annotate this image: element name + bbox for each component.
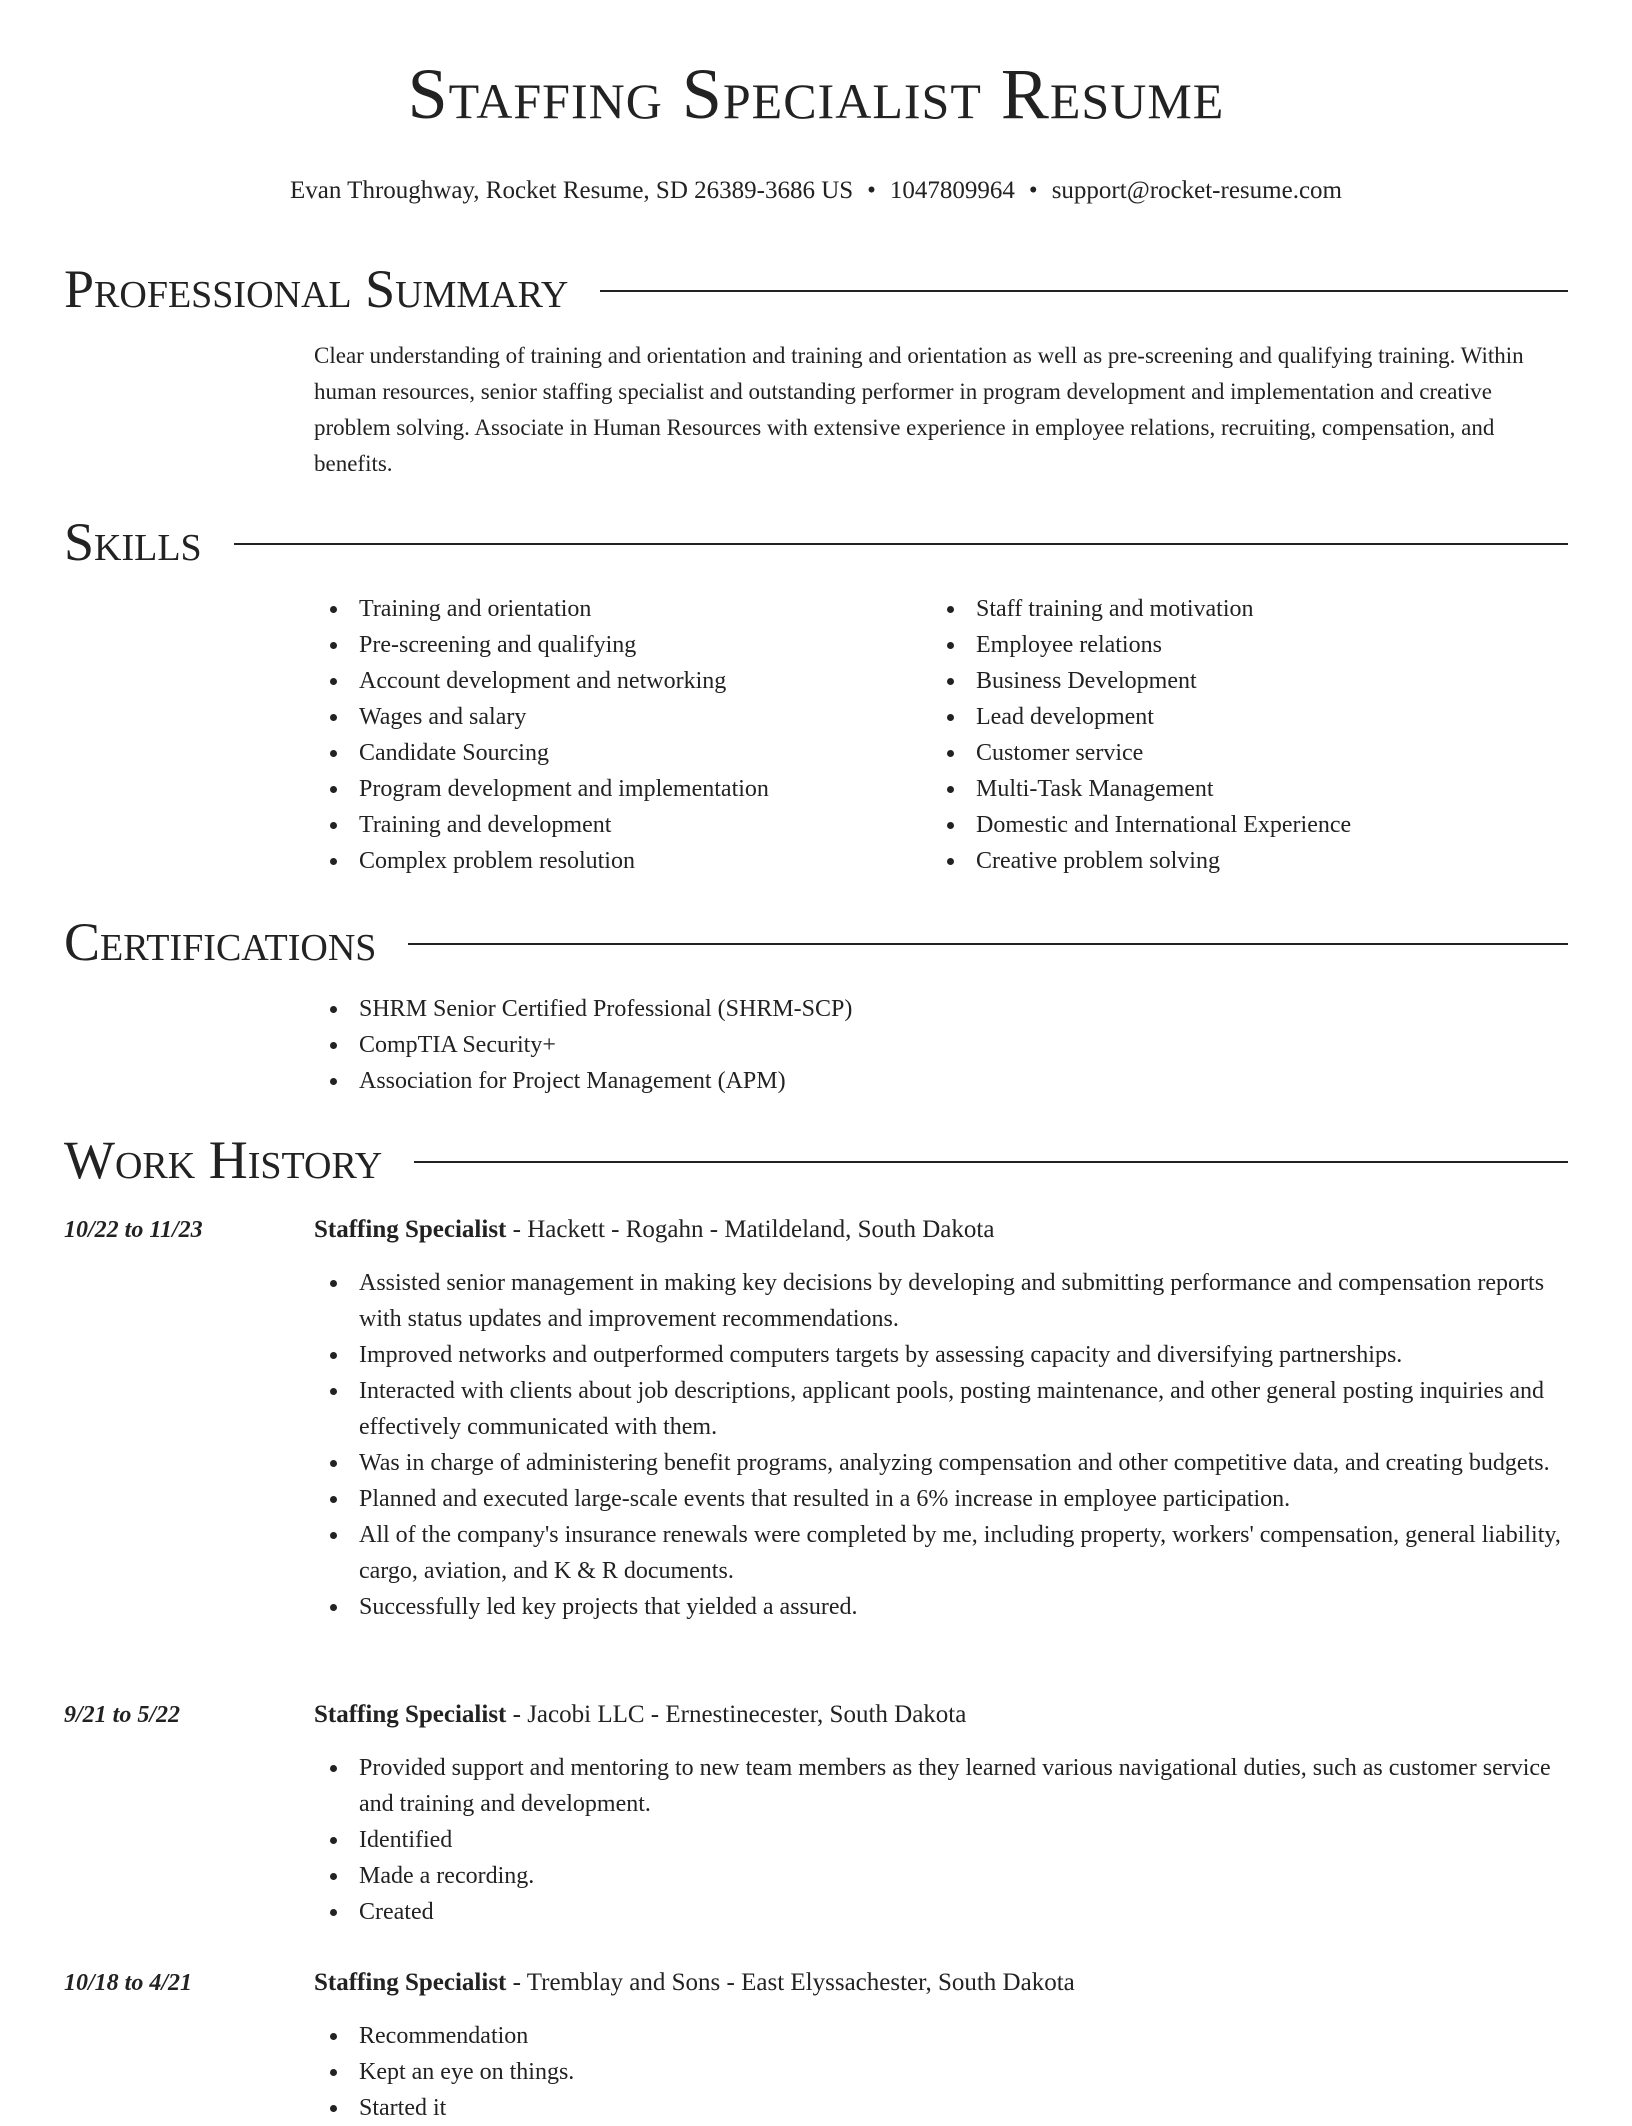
certification-item: CompTIA Security+ [314,1027,1314,1063]
skill-item: Candidate Sourcing [314,735,914,771]
work-history-section-heading [64,1130,1568,1190]
job-duty: Kept an eye on things. [314,2054,1568,2090]
job-duty: Provided support and mentoring to new team members as they learned various navigational duties, such as customer service and training and development. [314,1750,1568,1822]
section-divider [600,290,1568,292]
skills-heading: Skills [64,512,202,572]
certification-item: Association for Project Management (APM) [314,1063,1314,1099]
job-employer: - Hackett - Rogahn - Matildeland, South Dakota [506,1216,995,1243]
contact-phone: 1047809964 [889,177,1015,204]
skills-list-left [314,591,914,879]
skill-item: Complex problem resolution [314,843,914,879]
job-heading [314,1215,1568,1245]
certifications-list [314,991,1314,1099]
skill-item: Training and development [314,807,914,843]
contact-separator: • [1028,177,1038,204]
job-employer: - Tremblay and Sons - East Elyssachester, South Dakota [506,1969,1075,1996]
job-duty: Improved networks and outperformed computers targets by assessing capacity and diversifying partnerships. [314,1337,1568,1373]
job-duty: Interacted with clients about job descriptions, applicant pools, posting maintenance, and other general posting inquiries and effectively communicated with them. [314,1373,1568,1445]
job-title: Staffing Specialist [314,1969,507,1996]
skill-item: Employee relations [931,627,1571,663]
section-divider [414,1161,1568,1163]
job-duties-list [314,1750,1568,1930]
job-duty: Identified [314,1822,1568,1858]
job-duty: Made a recording. [314,1858,1568,1894]
summary-heading: Professional Summary [64,259,569,319]
job-employer: - Jacobi LLC - Ernestinecester, South Dakota [506,1701,967,1728]
skill-item: Multi-Task Management [931,771,1571,807]
section-divider [408,943,1568,945]
job-heading [314,1968,1568,1998]
job-dates: 10/18 to 4/21 [64,1970,193,1996]
skill-item: Training and orientation [314,591,914,627]
job-duties-list [314,2018,1568,2126]
job-dates: 9/21 to 5/22 [64,1702,181,1728]
contact-email[interactable]: support@rocket-resume.com [1051,177,1342,204]
job-duty: Recommendation [314,2018,1568,2054]
job-duty: Assisted senior management in making key decisions by developing and submitting performance and compensation reports with status updates and improvement recommendations. [314,1265,1568,1337]
contact-separator: • [867,177,876,204]
certification-item: SHRM Senior Certified Professional (SHRM-SCP) [314,991,1314,1027]
resume-title: Staffing Specialist Resume [407,54,1225,134]
job-title: Staffing Specialist [314,1701,507,1728]
skill-item: Program development and implementation [314,771,914,807]
job-title: Staffing Specialist [314,1216,507,1243]
job-duty: Started it [314,2090,1568,2126]
summary-text: Clear understanding of training and orientation and training and orientation as well as pre-screening and qualifying training. Within human resources, senior staffing specialist and outstanding performer in program development and implementation and creative problem solving. Associate in Human Resources with extensive experience in employee relations, recruiting, compensation, and benefits. [314,343,1524,476]
job-duty: Successfully led key projects that yielded a assured. [314,1589,1568,1625]
job-dates: 10/22 to 11/23 [64,1217,203,1243]
certifications-section-heading [64,912,1568,972]
skill-item: Domestic and International Experience [931,807,1571,843]
job-duties-list [314,1265,1568,1625]
section-divider [234,543,1568,545]
skill-item: Lead development [931,699,1571,735]
contact-line [0,176,1632,206]
skills-section-heading [64,512,1568,572]
job-heading [314,1700,1568,1730]
work-history-heading: Work History [64,1130,383,1190]
certifications-heading: Certifications [64,912,377,972]
skill-item: Customer service [931,735,1571,771]
job-duty: Planned and executed large-scale events that resulted in a 6% increase in employee participation. [314,1481,1568,1517]
skill-item: Business Development [931,663,1571,699]
job-duty: Created [314,1894,1568,1930]
skill-item: Staff training and motivation [931,591,1571,627]
summary-section-heading [64,259,1568,319]
job-duty: Was in charge of administering benefit programs, analyzing compensation and other competitive data, and creating budgets. [314,1445,1568,1481]
skills-list-right [931,591,1571,879]
skill-item: Pre-screening and qualifying [314,627,914,663]
job-duty: All of the company's insurance renewals were completed by me, including property, workers' compensation, general liability, cargo, aviation, and K & R documents. [314,1517,1568,1589]
skill-item: Creative problem solving [931,843,1571,879]
skill-item: Account development and networking [314,663,914,699]
skill-item: Wages and salary [314,699,914,735]
contact-address: Evan Throughway, Rocket Resume, SD 26389-3686 US [290,177,854,204]
